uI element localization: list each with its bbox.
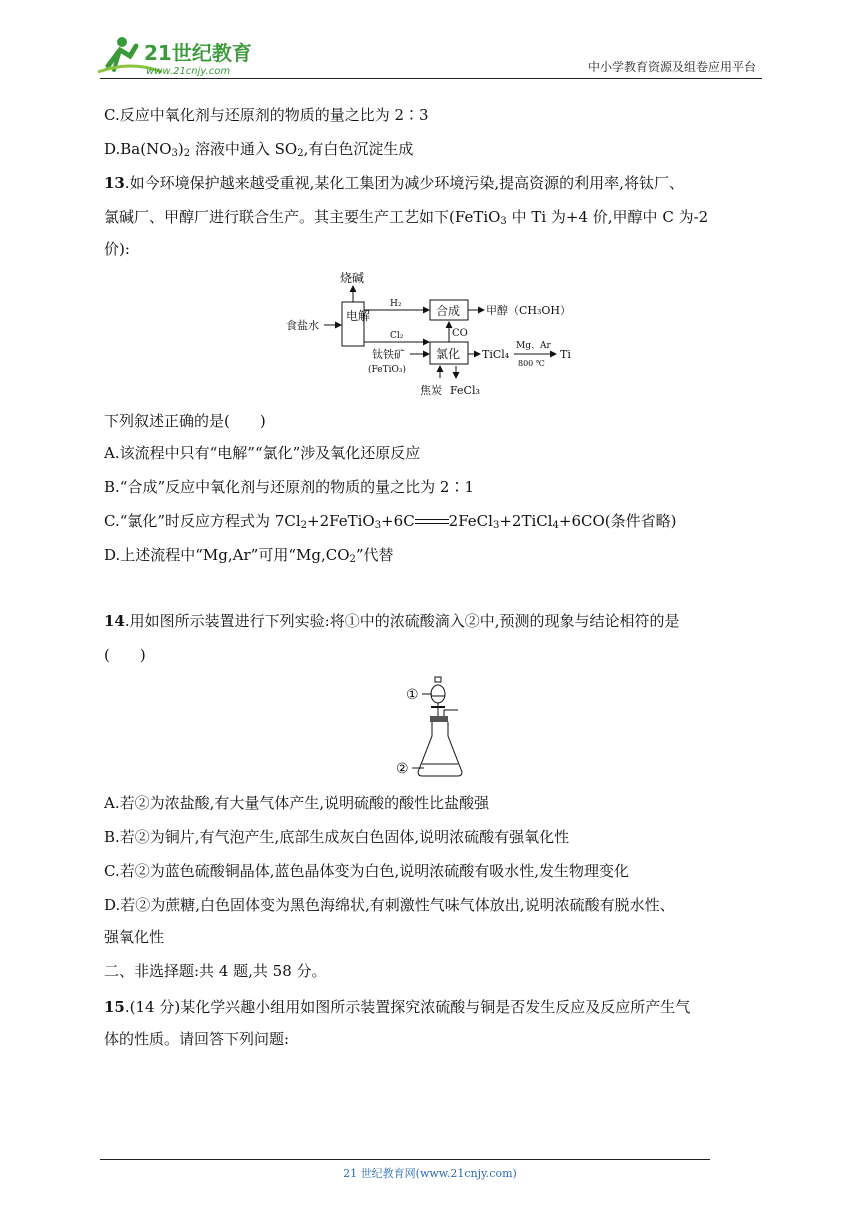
- process-flow-diagram: [280, 266, 600, 402]
- q12-option-d: $D.Ba(NO_3)_2$ 溶液中通入 $SO_2$,有白色沉淀生成: [104, 140, 414, 159]
- logo-text: 21世纪教育: [144, 41, 252, 65]
- q14-line2: ( ): [104, 646, 146, 664]
- ilmenite-label: 钛铁矿: [372, 348, 405, 361]
- cl2-label: Cl₂: [390, 331, 404, 341]
- methanol-label: 甲醇（CH₃OH）: [486, 304, 572, 317]
- q13-line3: 价):: [104, 240, 130, 258]
- platform-label: 中小学教育资源及组卷应用平台: [587, 60, 756, 74]
- q13-stem: 下列叙述正确的是( ): [104, 412, 266, 430]
- equals-sign: [415, 516, 449, 528]
- q15-line1: 15.(14 分)某化学兴趣小组用如图所示装置探究浓硫酸与铜是否发生反应及反应所产生气: [104, 998, 691, 1016]
- q14-option-d-line2: 强氧化性: [104, 928, 165, 946]
- ticl4-label: TiCl₄: [482, 348, 510, 361]
- section-heading: 二、非选择题:共 4 题,共 58 分。: [104, 962, 327, 980]
- site-logo: [92, 30, 262, 80]
- co-label: CO: [452, 328, 468, 339]
- q12-option-c: C.反应中氧化剂与还原剂的物质的量之比为 2∶3: [104, 106, 429, 124]
- q14-option-d-line1: D.若②为蔗糖,白色固体变为黑色海绵状,有刺激性气味气体放出,说明浓硫酸有脱水性、: [104, 896, 675, 914]
- electrolysis-label: 电解: [346, 309, 371, 323]
- ilmenite-formula: (FeTiO₃): [368, 365, 406, 375]
- fecl3-label: FeCl₃: [450, 384, 480, 397]
- ti-label: Ti: [560, 348, 571, 361]
- synthesis-label: 合成: [436, 304, 461, 318]
- h2-label: H₂: [390, 299, 402, 309]
- q15-number: 15: [104, 998, 125, 1016]
- header-divider: [100, 78, 762, 79]
- q13-number: 13: [104, 174, 125, 192]
- temperature-label: 800 ℃: [518, 359, 545, 368]
- q14-line1: 14.用如图所示装置进行下列实验:将①中的浓硫酸滴入②中,预测的现象与结论相符的是: [104, 612, 680, 630]
- logo-url: www.21cnjy.com: [146, 66, 231, 77]
- label-1: ①: [406, 687, 419, 703]
- caustic-soda-label: 烧碱: [340, 271, 365, 285]
- q14-number: 14: [104, 612, 125, 630]
- q15-line2: 体的性质。请回答下列问题:: [104, 1030, 290, 1048]
- q13-option-b: B.“合成”反应中氧化剂与还原剂的物质的量之比为 2∶1: [104, 478, 474, 496]
- q14-option-a: A.若②为浓盐酸,有大量气体产生,说明硫酸的酸性比盐酸强: [104, 794, 490, 812]
- q14-option-c: C.若②为蓝色硫酸铜晶体,蓝色晶体变为白色,说明浓硫酸有吸水性,发生物理变化: [104, 862, 630, 880]
- q13-option-a: A.该流程中只有“电解”“氯化”涉及氧化还原反应: [104, 444, 421, 462]
- label-2: ②: [396, 761, 409, 777]
- salt-water-label: 食盐水: [286, 319, 319, 332]
- q13-option-c: C.“氯化”时反应方程式为 $7Cl_2+2FeTiO_3+6C$ 2FeCl$_3$+2TiCl$_4$+6CO(条件省略): [104, 512, 677, 531]
- q13-option-d: D.上述流程中“Mg,Ar”可用“$Mg,CO_2$”代替: [104, 546, 394, 565]
- apparatus-diagram: [392, 672, 492, 788]
- q14-option-b: B.若②为铜片,有气泡产生,底部生成灰白色固体,说明浓硫酸有强氧化性: [104, 828, 570, 846]
- q13-line2: 氯碱厂、甲醇厂进行联合生产。其主要生产工艺如下(FeTiO$_3$ 中 Ti 为+4 价,甲醇中 C 为-2: [104, 208, 709, 227]
- coke-label: 焦炭: [420, 384, 442, 397]
- footer-divider: [100, 1159, 710, 1160]
- mg-ar-label: Mg、Ar: [516, 341, 551, 351]
- footer-link[interactable]: 21 世纪教育网(www.21cnjy.com): [343, 1167, 517, 1180]
- q13-line1: 13.如今环境保护越来越受重视,某化工集团为减少环境污染,提高资源的利用率,将钛厂、: [104, 174, 684, 192]
- chlorination-label: 氯化: [436, 347, 461, 361]
